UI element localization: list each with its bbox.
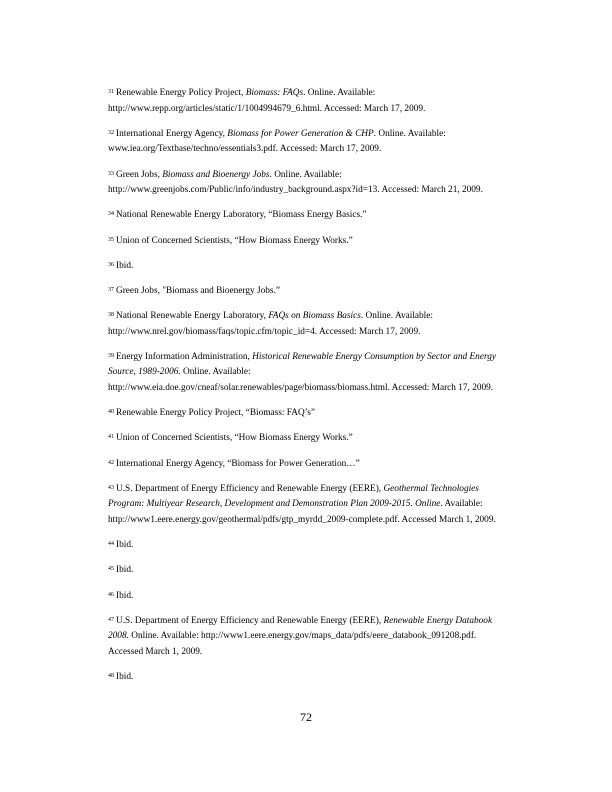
- footnote-line: [108, 497, 528, 513]
- footnote-line: [108, 86, 528, 102]
- footnote-title-italic: Program: Multiyear Research, Development and Demonstration Plan 2009-2015. Online: [108, 499, 441, 510]
- footnote-35: [108, 234, 528, 250]
- footnote-text: Ibid.: [116, 590, 134, 601]
- footnote-number: 33: [108, 170, 114, 177]
- footnote-line: [108, 589, 528, 605]
- footnote-line: [108, 325, 528, 341]
- footnote-title-italic: Source, 1989-2006.: [108, 367, 181, 378]
- footnote-text: Ibid.: [116, 672, 134, 683]
- footnote-number: 37: [108, 286, 114, 293]
- footnote-text: http://www.repp.org/articles/static/1/1004994679_6.html. Accessed: March 17, 2009.: [108, 103, 426, 114]
- footnote-33: [108, 168, 528, 199]
- footnote-line: [108, 513, 528, 529]
- footnote-text: Renewable Energy Policy Project, “Biomass: FAQ’s”: [116, 408, 315, 419]
- footnote-text: http://www1.eere.energy.gov/geothermal/pdfs/gtp_myrdd_2009-complete.pdf. Accessed March 1, 2009.: [108, 515, 496, 525]
- footnote-line: [108, 406, 528, 422]
- footnote-39: [108, 350, 528, 397]
- footnote-line: [108, 127, 528, 143]
- footnote-text: Online. Available: http://www1.eere.energy.gov/maps_data/pdfs/eere_databook_091208.pdf.: [128, 631, 477, 642]
- footnote-line: [108, 365, 528, 381]
- footnote-title-italic: Biomass and Bioenergy Jobs: [162, 169, 270, 180]
- footnote-text: International Energy Agency, “Biomass for Power Generation…”: [116, 458, 360, 469]
- footnote-number: 48: [108, 673, 114, 680]
- footnote-line: [108, 259, 528, 275]
- footnote-number: 41: [108, 434, 114, 441]
- footnote-text: Ibid.: [116, 540, 134, 551]
- footnote-number: 38: [108, 312, 114, 319]
- footnote-line: [108, 350, 528, 366]
- footnote-text: http://www.nrel.gov/biomass/faqs/topic.cfm/topic_id=4. Accessed: March 17, 2009.: [108, 326, 421, 337]
- footnote-line: [108, 208, 528, 224]
- footnote-40: [108, 406, 528, 422]
- footnote-line: [108, 670, 528, 686]
- footnote-number: 43: [108, 484, 114, 491]
- footnote-44: [108, 538, 528, 554]
- page-number: 72: [300, 710, 312, 724]
- footnote-text: Renewable Energy Policy Project,: [116, 88, 246, 98]
- footnote-47: [108, 614, 528, 661]
- footnote-text: http://www.greenjobs.com/Public/info/industry_background.aspx?id=13. Accessed: March 21, 2009.: [108, 185, 483, 196]
- footnote-text: . Online. Available:: [373, 128, 446, 139]
- footnote-48: [108, 670, 528, 686]
- footnote-36: [108, 259, 528, 275]
- footnote-text: Ibid.: [116, 565, 134, 576]
- footnote-text: National Renewable Energy Laboratory,: [116, 311, 269, 322]
- footnotes-list: [108, 86, 528, 695]
- footnote-number: 42: [108, 459, 114, 466]
- footnote-46: [108, 589, 528, 605]
- footnote-31: [108, 86, 528, 117]
- footnote-line: [108, 168, 528, 184]
- footnote-number: 39: [108, 352, 114, 359]
- footnote-text: International Energy Agency,: [116, 128, 228, 139]
- footnote-text: Union of Concerned Scientists, “How Biomass Energy Works.”: [116, 235, 353, 246]
- footnote-line: [108, 183, 528, 199]
- footnote-text: www.iea.org/Textbase/techno/essentials3.pdf. Accessed: March 17, 2009.: [108, 144, 382, 155]
- footnote-34: [108, 208, 528, 224]
- footnote-text: . Online. Available:: [303, 88, 376, 98]
- footnote-text: U.S. Department of Energy Efficiency and Renewable Energy (EERE),: [116, 615, 384, 626]
- footnote-number: 40: [108, 409, 114, 416]
- footnote-text: National Renewable Energy Laboratory, “Biomass Energy Basics.”: [116, 210, 367, 221]
- footnote-line: [108, 142, 528, 158]
- footnote-line: [108, 482, 528, 498]
- footnote-text: U.S. Department of Energy Efficiency and Renewable Energy (EERE),: [116, 483, 384, 494]
- footnote-line: [108, 381, 528, 397]
- footnote-line: [108, 629, 528, 645]
- footnote-title-italic: Renewable Energy Databook: [383, 615, 493, 626]
- footnote-text: Green Jobs, "Biomass and Bioenergy Jobs.”: [116, 285, 280, 296]
- footnote-line: [108, 102, 528, 118]
- footnote-line: [108, 284, 528, 300]
- footnote-number: 36: [108, 261, 114, 268]
- footnote-number: 34: [108, 211, 114, 218]
- footnote-title-italic: Geothermal Technologies: [383, 483, 479, 494]
- footnote-title-italic: Historical Renewable Energy Consumption by Sector and Energy: [252, 351, 496, 362]
- footnote-32: [108, 127, 528, 158]
- footnote-text: Accessed March 1, 2009.: [108, 646, 203, 657]
- footnote-line: [108, 645, 528, 661]
- footnote-text: Ibid.: [116, 260, 134, 271]
- footnote-title-italic: Biomass: FAQs: [245, 88, 304, 98]
- footnote-number: 31: [108, 89, 114, 95]
- footnote-number: 45: [108, 566, 114, 573]
- footnote-line: [108, 563, 528, 579]
- footnote-45: [108, 563, 528, 579]
- footnote-line: [108, 234, 528, 250]
- footnote-number: 46: [108, 591, 114, 598]
- footnote-number: 32: [108, 129, 114, 136]
- footnote-text: . Available:: [440, 499, 483, 510]
- footnote-line: [108, 431, 528, 447]
- footnote-title-italic: 2008.: [108, 631, 129, 642]
- footnote-text: Online. Available:: [180, 367, 251, 378]
- footnote-line: [108, 614, 528, 630]
- footnote-number: 47: [108, 616, 114, 623]
- footnote-title-italic: Biomass for Power Generation & CHP: [227, 128, 374, 139]
- footnote-42: [108, 457, 528, 473]
- footnote-43: [108, 482, 528, 529]
- footnote-41: [108, 431, 528, 447]
- footnote-number: 35: [108, 236, 114, 243]
- footnote-number: 44: [108, 541, 114, 548]
- footnote-text: Energy Information Administration,: [116, 351, 253, 362]
- footnote-text: . Online. Available:: [269, 169, 342, 180]
- footnote-line: [108, 457, 528, 473]
- footnote-text: Green Jobs,: [116, 169, 163, 180]
- footnote-text: . Online. Available:: [360, 311, 433, 322]
- footnote-line: [108, 309, 528, 325]
- footnote-38: [108, 309, 528, 340]
- footnote-title-italic: FAQs on Biomass Basics: [268, 311, 361, 322]
- footnote-line: [108, 538, 528, 554]
- footnote-37: [108, 284, 528, 300]
- footnote-text: Union of Concerned Scientists, “How Biomass Energy Works.”: [116, 433, 353, 444]
- footnote-text: http://www.eia.doe.gov/cneaf/solar.renewables/page/biomass/biomass.html. Accessed: March 17, 2009.: [108, 383, 494, 394]
